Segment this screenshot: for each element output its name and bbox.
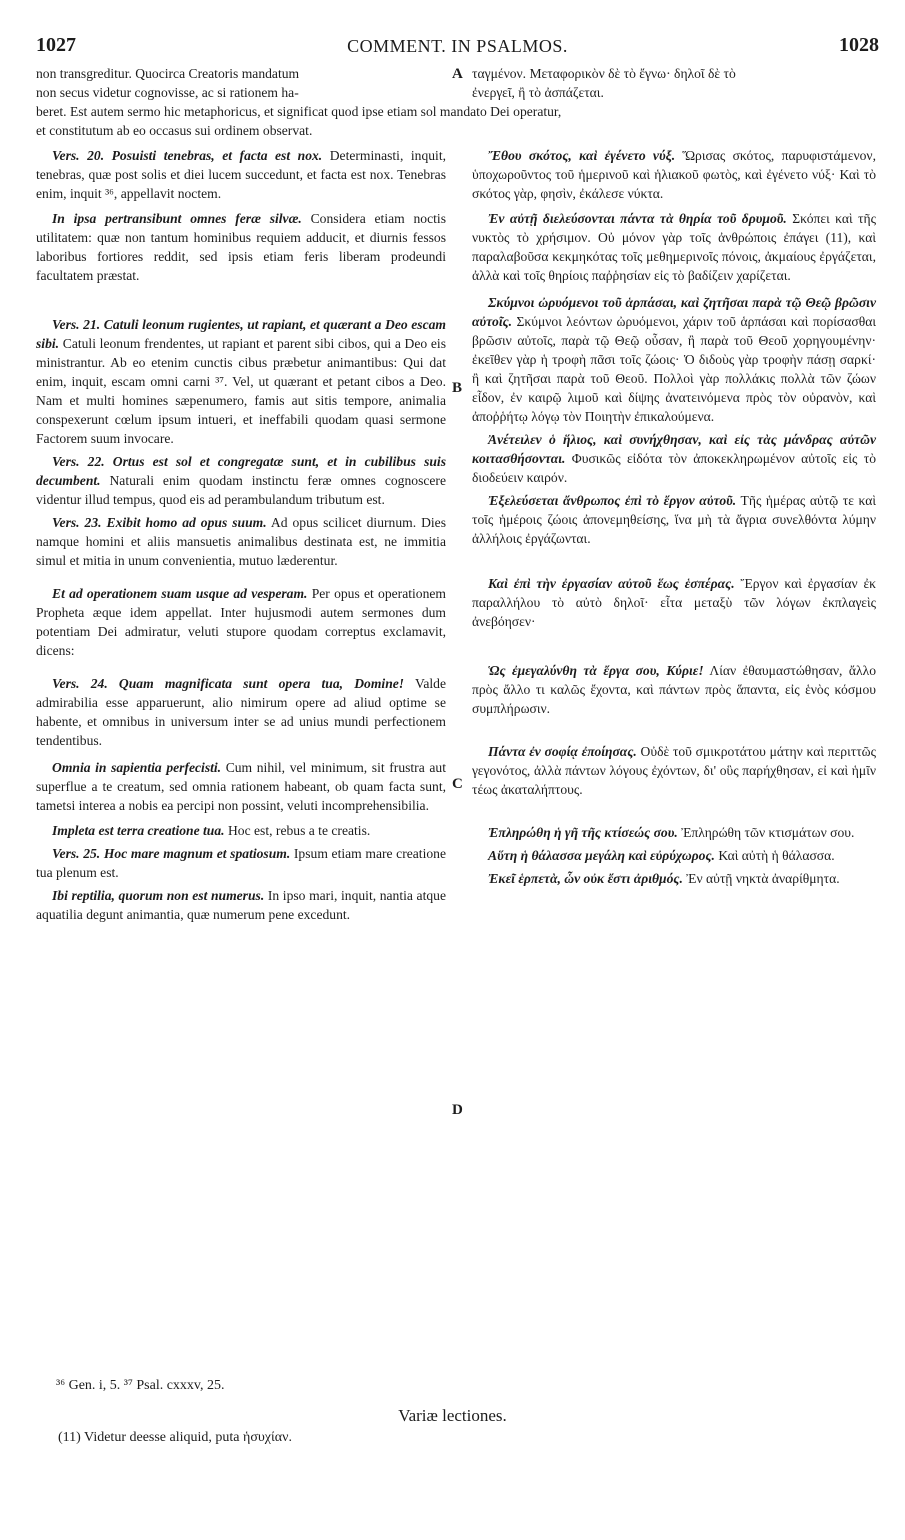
- commentary-text: Φυσικῶς εἰδότα τὸν ἀποκεκληρωμένον αὐτοῖς εἰς τὸ διοδεύειν καιρόν.: [472, 451, 877, 485]
- intro-latin-line1: non transgreditur. Quocirca Creatoris mandatum: [36, 66, 300, 81]
- verse-lemma: Vers. 21. Catuli leonum rugientes, ut rapiant, et quærant a Deo escam sibi.: [36, 317, 446, 351]
- latin-paragraph: [36, 452, 446, 509]
- verse-lemma: Ἐν αὐτῇ διελεύσονται πάντα τὰ θηρία τοῦ δρυμοῦ.: [488, 211, 787, 226]
- greek-paragraph: [472, 146, 876, 203]
- latin-paragraph: [36, 886, 446, 924]
- commentary-text: Ὥρισας σκότος, παρυφιστάμενον, ὑποχωροῦντος τοῦ ἡμερινοῦ καὶ ἡλιακοῦ φωτὸς, καὶ ἐγένετο νύξ· Καὶ τὸ σκότος γὰρ, φησὶν, ἐκάλεσε νύκτα.: [472, 148, 876, 201]
- latin-paragraph: [36, 209, 446, 285]
- verse-lemma: Ibi reptilia, quorum non est numerus.: [52, 888, 265, 903]
- commentary-text: Naturali enim quodam instinctu feræ omnes cognoscere videntur illud tempus, quod eis ad perambulandum tributum est.: [36, 473, 446, 507]
- variae-lectiones-note: (11) Videtur deesse aliquid, puta ἡσυχίαν.: [58, 1430, 292, 1445]
- commentary-text: Ἐπληρώθη τῶν κτισμάτων σου.: [681, 825, 855, 840]
- verse-lemma: Vers. 23. Exibit homo ad opus suum.: [52, 515, 267, 530]
- verse-lemma: Vers. 22. Ortus est sol et congregatæ sunt, et in cubilibus suis decumbent.: [36, 454, 446, 488]
- latin-paragraph: [36, 584, 446, 660]
- margin-marker-b: B: [452, 380, 463, 396]
- intro-full-line1: beret. Est autem sermo hic metaphoricus, et significat quod ipse etiam sol mandato Dei operatur,: [36, 104, 562, 119]
- latin-paragraph: [36, 315, 446, 448]
- commentary-text: Σκύμνοι λεόντων ὠρυόμενοι, χάριν τοῦ ἁρπάσαι καὶ πορίσασθαι βρῶσιν αὐτοῖς, παρὰ τῷ Θεῷ οὖσαν, ἢ παρὰ τοῦ Θεοῦ χορηγουμένην· ἐκεῖθεν γὰρ ἡ τροφὴ πᾶσι τοῖς ζώοις· Ὁ διδοὺς γὰρ τροφὴν πάσῃ σαρκί· ἢ καὶ ζητῆσαι παρὰ τοῦ Θεοῦ. Πολλοὶ γὰρ πολλάκις πολλὰ τῶν ζώων εἶδον, ἐν καιρῷ λιμοῦ καὶ δίψης ἀνατεινόμενα πρὸς τὸν οὐρανὸν, καὶ ἀποῤῥήτῳ λόγῳ τὸν Ποιητὴν ἐπικαλούμενα.: [472, 314, 876, 424]
- greek-paragraph: [472, 430, 876, 487]
- commentary-text: Considera etiam noctis utilitatem: quæ non tantum hominibus requiem adducit, et diurnis fessos laboribus fortiores reddit, sed ipsis etiam feris liberam prodeundi facultatem præstat.: [36, 211, 446, 283]
- verse-lemma: Ὡς ἐμεγαλύνθη τὰ ἔργα σου, Κύριε!: [488, 663, 704, 678]
- margin-marker-a: A: [452, 66, 463, 82]
- intro-greek-line1: ταγμένον. Μεταφορικὸν δὲ τὸ ἔγνω· δηλοῖ δὲ τὸ: [472, 66, 736, 81]
- verse-lemma: Ἐξελεύσεται ἄνθρωπος ἐπὶ τὸ ἔργον αὐτοῦ.: [488, 493, 737, 508]
- verse-lemma: Vers. 24. Quam magnificata sunt opera tua, Domine!: [52, 676, 405, 691]
- intro-latin-line2: non secus videtur cognovisse, ac si rationem ha-: [36, 85, 299, 100]
- verse-lemma: In ipsa pertransibunt omnes feræ silvæ.: [52, 211, 302, 226]
- commentary-text: Ἐν αὐτῇ νηκτὰ ἀναρίθμητα.: [686, 871, 840, 886]
- commentary-text: Ad opus scilicet diurnum. Dies namque homini et aliis mansuetis animalibus destinata est, ne immitia simul et mitia in unum convenientia, mutuo læderentur.: [36, 515, 446, 568]
- margin-marker-d: D: [452, 1102, 463, 1118]
- latin-paragraph: [36, 674, 446, 750]
- verse-lemma: Vers. 20. Posuisti tenebras, et facta est nox.: [52, 148, 323, 163]
- verse-lemma: Καὶ ἐπὶ τὴν ἐργασίαν αὐτοῦ ἕως ἑσπέρας.: [488, 576, 735, 591]
- verse-lemma: Αὕτη ἡ θάλασσα μεγάλη καὶ εὐρύχωρος.: [488, 848, 715, 863]
- intro-greek: [472, 64, 876, 102]
- commentary-text: Catuli leonum frendentes, ut rapiant et parent sibi cibos, qui a Deo eis ministrantur. Ab eo etenim cunctis cibus præbetur animantibus: Qui dat enim, inquit, escam omni carni ³⁷. Vel, ut quærant et petant cibos a Deo. Nam et multi homines sæpenumero, famis aut sitis tempore, animalia conspexerunt cœlum ipsum intueri, et ineffabili quodam quasi sermone Factorem suum invocare.: [36, 336, 446, 446]
- commentary-text: Οὐδὲ τοῦ σμικροτάτου μάτην καὶ περιττῶς γεγονότος, ἀλλὰ πάντων λόγους ἐχόντων, δι' οὓς παρήχθησαν, εἰ καὶ ἡμῖν τέως ἀκαταλήπτους.: [472, 744, 876, 797]
- commentary-text: Ipsum etiam mare creatione tua plenum est.: [36, 846, 446, 880]
- commentary-text: Per opus et operationem Propheta æque idem appellat. Inter hujusmodi autem sermones dum potentiam Dei admiratur, veluti stupore quodam correptus exclamavit, dicens:: [36, 586, 446, 658]
- intro-latin: [36, 64, 446, 102]
- verse-lemma: Σκύμνοι ὠρυόμενοι τοῦ ἁρπάσαι, καὶ ζητῆσαι παρὰ τῷ Θεῷ βρῶσιν αὐτοῖς.: [472, 295, 876, 329]
- commentary-text: Τῆς ἡμέρας αὐτῷ τε καὶ τοῖς ἡμέροις ζώοις ἀπονεμηθείσης, ἵνα μὴ τὰ ἄγρια συνελθόντα λύμην ἀλλήλοις ἐργάζωνται.: [472, 493, 876, 546]
- verse-lemma: Et ad operationem suam usque ad vesperam.: [52, 586, 308, 601]
- commentary-text: Καὶ αὐτὴ ἡ θάλασσα.: [718, 848, 835, 863]
- commentary-text: Determinasti, inquit, tenebras, quæ post solis et diei lucem succedunt, et facta est nox. Tenebras enim, inquit ³⁶, appellavit noctem.: [36, 148, 446, 201]
- verse-lemma: Ἐπληρώθη ἡ γῆ τῆς κτίσεώς σου.: [488, 825, 678, 840]
- greek-paragraph: [472, 661, 876, 718]
- latin-column: [36, 146, 446, 924]
- commentary-text: Λίαν ἐθαυμαστώθησαν, ἄλλο πρὸς ἄλλο τι καλῶς ἔχοντα, καὶ πάντων πρὸς ἅπαντα, εἰς ἑνὸς κόσμου συμπλήρωσιν.: [472, 663, 876, 716]
- intro-full-line2: et constitutum ab eo occasus sui ordinem observat.: [36, 123, 313, 138]
- latin-paragraph: [36, 146, 446, 203]
- right-page-number: 1028: [839, 34, 879, 56]
- greek-paragraph: [472, 293, 876, 426]
- left-page-number: 1027: [36, 34, 76, 56]
- verse-lemma: Πάντα ἐν σοφίᾳ ἐποίησας.: [488, 744, 637, 759]
- latin-paragraph: [36, 844, 446, 882]
- latin-paragraph: [36, 513, 446, 570]
- verse-lemma: Ἀνέτειλεν ὁ ἥλιος, καὶ συνήχθησαν, καὶ εἰς τὰς μάνδρας αὐτῶν κοιτασθήσονται.: [472, 432, 876, 466]
- intro-full-width: [36, 102, 876, 140]
- commentary-text: Ἔργον καὶ ἐργασίαν ἐκ παραλλήλου τὸ αὐτὸ δηλοῖ· εἶτα μεταξὺ τῶν λόγων ἐκπλαγεὶς ἀνεβόησεν·: [472, 576, 876, 629]
- footnotes: ³⁶ Gen. i, 5. ³⁷ Psal. cxxxv, 25.: [56, 1378, 225, 1393]
- margin-marker-c: C: [452, 776, 463, 792]
- greek-paragraph: [472, 491, 876, 548]
- greek-column: [472, 146, 876, 888]
- variae-lectiones-heading: Variæ lectiones.: [398, 1406, 507, 1425]
- greek-paragraph: [472, 209, 876, 285]
- greek-paragraph: [472, 846, 876, 865]
- latin-paragraph: [36, 758, 446, 815]
- greek-paragraph: [472, 869, 876, 888]
- commentary-text: Valde admirabilia esse apparuerunt, alio nimirum opere ad aliud optime se habente, et omnibus in universum inter se ad unius mundi perfectionem tendentibus.: [36, 676, 446, 748]
- latin-paragraph: [36, 821, 446, 840]
- intro-greek-line2: ἐνεργεῖ, ἢ τὸ ἀσπάζεται.: [472, 85, 604, 100]
- commentary-text: In ipso mari, inquit, nantia atque aquatilia degunt animantia, quæ numerum pene excedunt.: [36, 888, 446, 922]
- commentary-text: Σκόπει καὶ τῆς νυκτὸς τὸ χρήσιμον. Οὐ μόνον γὰρ τοῖς ἀνθρώποις ἐπάγει (11), καὶ παραλαβοῦσα κεκμηκότας τοῖς μεθημερινοῖς πόνοις, ἀκμαίους ἐργάζεται, ἀλλὰ καὶ τοῖς θηρίοις παῤῥησίαν εἰς τὸ βαδίζειν χαρίζεται.: [472, 211, 876, 283]
- page-header: [36, 34, 879, 58]
- greek-paragraph: [472, 823, 876, 842]
- greek-paragraph: [472, 742, 876, 799]
- commentary-text: Hoc est, rebus a te creatis.: [227, 823, 371, 838]
- verse-lemma: Impleta est terra creatione tua.: [52, 823, 225, 838]
- commentary-text: Cum nihil, vel minimum, sit frustra aut superflue a te creatum, sed omnia rationem habeant, ob quam facta sunt, tametsi interea a nobis ea percipi non possint, veluti incomprehensibilia.: [36, 760, 446, 813]
- running-title: COMMENT. IN PSALMOS.: [347, 36, 568, 56]
- verse-lemma: Vers. 25. Hoc mare magnum et spatiosum.: [52, 846, 291, 861]
- verse-lemma: Ἔθου σκότος, καὶ ἐγένετο νύξ.: [488, 148, 676, 163]
- verse-lemma: Omnia in sapientia perfecisti.: [52, 760, 222, 775]
- greek-paragraph: [472, 574, 876, 631]
- verse-lemma: Ἐκεῖ ἑρπετὰ, ὧν οὐκ ἔστι ἀριθμός.: [488, 871, 683, 886]
